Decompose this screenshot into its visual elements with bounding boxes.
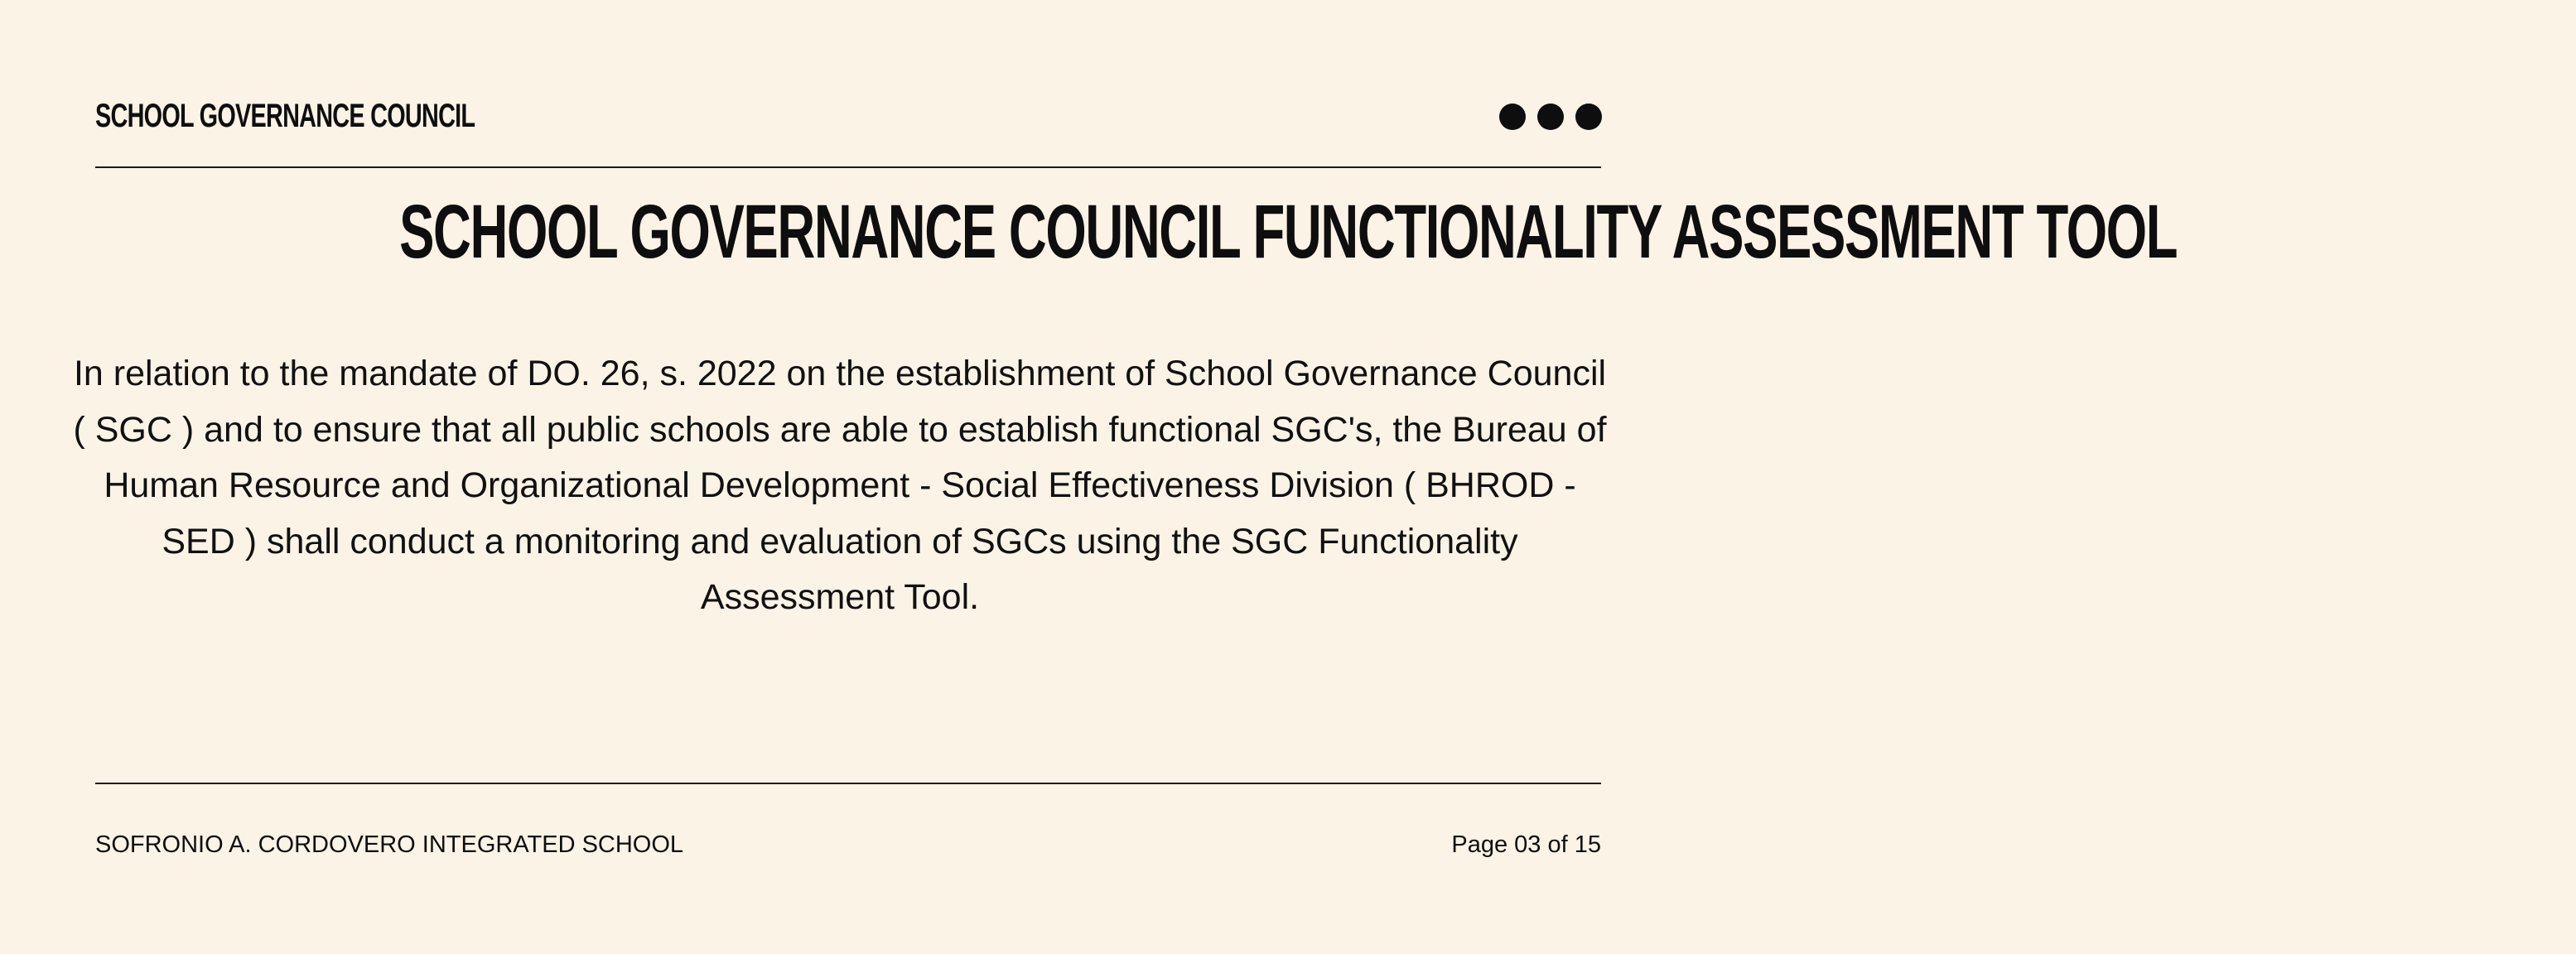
page-title-text: SCHOOL GOVERNANCE COUNCIL FUNCTIONALITY ASSESSMENT TOOL bbox=[399, 190, 2178, 274]
top-divider bbox=[95, 166, 1601, 168]
dot-icon bbox=[1537, 104, 1564, 130]
dot-icon bbox=[1575, 104, 1602, 130]
header-label: SCHOOL GOVERNANCE COUNCIL bbox=[95, 98, 475, 134]
ellipsis-dots-icon bbox=[1499, 104, 1602, 130]
dot-icon bbox=[1499, 104, 1526, 130]
page-title bbox=[0, 190, 2178, 274]
bottom-divider bbox=[95, 783, 1601, 784]
body-paragraph: In relation to the mandate of DO. 26, s. 2022 on the establishment of School Governance Council ( SGC ) and to ensure that all public schools are able to establish functional SGC's, the Bureau of Human Resource and Organizational Development - Social Effectiveness Division ( BHROD - SED ) shall conduct a monitoring and evaluation of SGCs using the SGC Functionality Assessment Tool. bbox=[73, 354, 1607, 617]
footer-page-number: Page 03 of 15 bbox=[1451, 831, 1601, 858]
footer-school-name: SOFRONIO A. CORDOVERO INTEGRATED SCHOOL bbox=[95, 831, 684, 858]
